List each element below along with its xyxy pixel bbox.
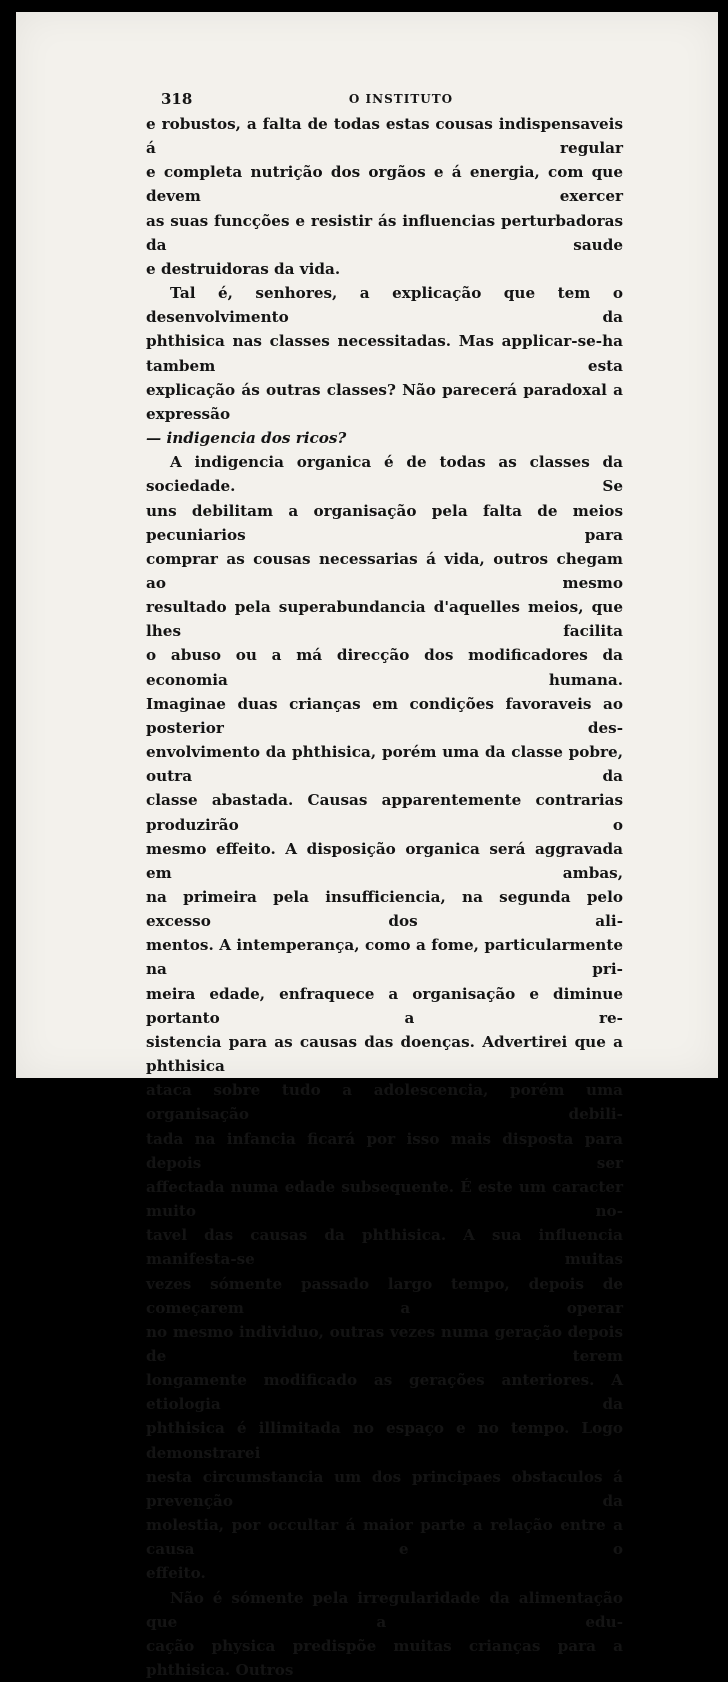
text-line: as suas funcções e resistir ás influencias perturbadoras da saude [146,211,623,254]
text-line: e robustos, a falta de todas estas cousas indispensaveis á regular [146,115,623,158]
text-line: e destruidoras da vida. [146,259,341,278]
text-line: no mesmo individuo, outras vezes numa geração depois de terem [146,1322,623,1365]
text-line-italic: — indigencia dos ricos? [146,429,347,448]
text-line: phthisica nas classes necessitadas. Mas applicar-se-ha tambem esta [146,332,623,375]
text-line: classe abastada. Causas apparentemente contrarias produzirão o [146,791,623,834]
text-line: vezes sómente passado largo tempo, depois de começarem a operar [146,1274,623,1317]
text-line: Não é sómente pela irregularidade da alimentação que a edu- [146,1588,623,1631]
text-line: affectada numa edade subsequente. É este um caracter muito no- [146,1177,623,1221]
text-line: e completa nutrição dos orgãos e á energia, com que devem exercer [146,163,623,206]
text-line: na primeira pela insufficiencia, na segunda pelo excesso dos ali- [146,888,623,931]
text-line: nesta circumstancia um dos principaes obstaculos á prevenção da [146,1467,623,1510]
text-line: explicação ás outras classes? Não parecerá paradoxal a expressão [146,380,623,423]
running-title: O INSTITUTO [348,92,454,106]
text-line: effeito. [146,1564,206,1583]
text-line: Tal é, senhores, a explicação que tem o desenvolvimento da [146,284,623,327]
text-line: envolvimento da phthisica, porém uma da classe pobre, outra da [146,743,623,786]
body-text [146,112,623,1682]
text-line: resultado pela superabundancia d'aquelles meios, que lhes facilita [146,598,623,641]
text-line: Imaginae duas crianças em condições favoraveis ao posterior des- [146,694,623,737]
text-line: mentos. A intemperança, como a fome, particularmente na pri- [146,936,623,979]
text-line: tada na infancia ficará por isso mais disposta para depois ser [146,1129,623,1172]
text-line: molestia, por occultar á maior parte a relação entre a causa e o [146,1516,623,1559]
text-line: tavel das causas da phthisica. A sua influencia manifesta-se muitas [146,1226,623,1269]
text-line: meira edade, enfraquece a organisação e diminue portanto a re- [146,984,623,1027]
text-line: A indigencia organica é de todas as classes da sociedade. Se [146,453,623,496]
text-line: phthisica é illimitada no espaço e no tempo. Logo demonstrarei [146,1419,623,1462]
text-line: o abuso ou a má direcção dos modificadores da economia humana. [146,646,623,689]
page-header [161,90,641,110]
text-line: ataca sobre tudo a adolescencia, porém uma organisação debili- [146,1081,623,1124]
text-line: mesmo effeito. A disposição organica será aggravada em ambas, [146,839,623,882]
text-line: cação physica predispõe muitas crianças para a phthisica. Outros [146,1636,623,1679]
text-line: uns debilitam a organisação pela falta de meios pecuniarios para [146,501,623,544]
page-number: 318 [161,90,193,108]
text-line: comprar as cousas necessarias á vida, outros chegam ao mesmo [146,549,623,592]
text-line: sistencia para as causas das doenças. Advertirei que a phthisica [146,1032,623,1076]
text-line: longamente modificado as gerações anteriores. A etiologia da [146,1371,623,1414]
